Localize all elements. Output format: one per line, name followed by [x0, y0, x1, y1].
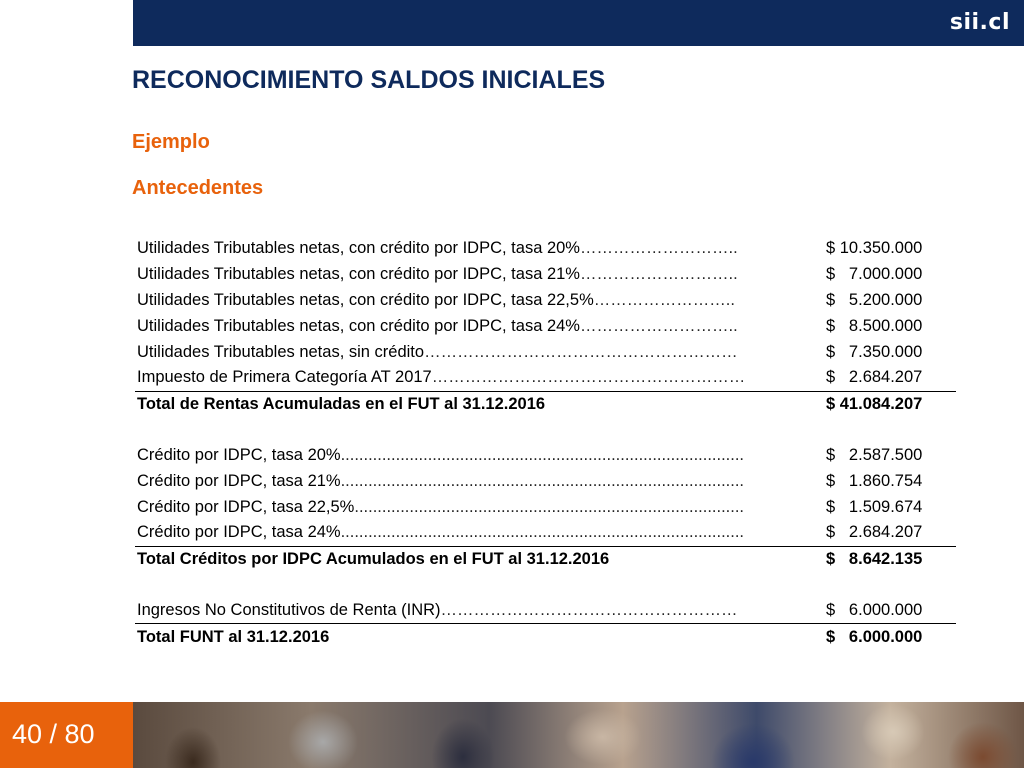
crowd-photo-banner: [133, 702, 1024, 768]
leader-dots: ………………………..: [579, 239, 738, 258]
table-row: [135, 468, 956, 494]
row-amount: $ 10.350.000: [826, 239, 923, 258]
row-amount: $ 2.684.207: [826, 368, 923, 387]
table-row: [135, 365, 956, 391]
row-amount: $ 2.587.500: [826, 445, 923, 464]
leader-dots: ………………………..: [579, 316, 738, 335]
header-bar: [133, 0, 1024, 46]
row-label: Utilidades Tributables netas, sin crédito…………………………………………………: [137, 342, 738, 361]
page-title: RECONOCIMIENTO SALDOS INICIALES: [132, 66, 606, 94]
sii-logo: sii.cl: [949, 10, 1010, 35]
balances-table: [135, 236, 956, 650]
total-row: [135, 391, 956, 417]
row-label: Impuesto de Primera Categoría AT 2017…………………………………………………: [137, 368, 746, 387]
table-row: [135, 443, 956, 469]
row-amount: $ 6.000.000: [826, 600, 923, 619]
row-amount: $ 8.642.135: [824, 546, 956, 572]
page-counter-box: [0, 702, 133, 768]
section-subtitle-antecedentes: Antecedentes: [132, 177, 264, 199]
page-number: 40 / 80: [12, 719, 95, 749]
table-row: [135, 262, 956, 288]
row-amount: $ 1.860.754: [826, 471, 923, 490]
leader-dots: ………………………………………………: [440, 600, 738, 619]
row-label: Total de Rentas Acumuladas en el FUT al 31.12.2016: [135, 391, 824, 417]
leader-dots: .....................................................................................: [354, 497, 745, 516]
row-label: Utilidades Tributables netas, con crédito por IDPC, tasa 21%………………………..: [137, 265, 738, 284]
row-label: Crédito por IDPC, tasa 20%........................................................................................: [137, 445, 745, 464]
leader-dots: ........................................................................................: [340, 471, 745, 490]
row-amount: $ 1.509.674: [826, 497, 923, 516]
row-amount: $ 7.000.000: [826, 265, 923, 284]
table-row: [135, 288, 956, 314]
row-amount: $ 8.500.000: [826, 316, 923, 335]
row-label: Ingresos No Constitutivos de Renta (INR)………………………………………………: [137, 600, 738, 619]
spacer-row: [135, 573, 956, 598]
leader-dots: ……………………..: [593, 290, 735, 309]
total-row: [135, 624, 956, 650]
leader-dots: ........................................................................................: [340, 445, 745, 464]
row-label: Crédito por IDPC, tasa 22,5%.....................................................................................: [137, 497, 745, 516]
leader-dots: ........................................................................................: [340, 523, 745, 542]
row-amount: $ 2.684.207: [826, 523, 923, 542]
row-amount: $ 5.200.000: [826, 290, 923, 309]
spacer-row: [135, 418, 956, 443]
leader-dots: …………………………………………………: [431, 368, 746, 387]
table-row: [135, 494, 956, 520]
row-amount: $ 7.350.000: [826, 342, 923, 361]
section-subtitle-ejemplo: Ejemplo: [132, 131, 210, 153]
table-row: [135, 339, 956, 365]
table-row: [135, 313, 956, 339]
table-row: [135, 598, 956, 624]
row-label: Utilidades Tributables netas, con crédito por IDPC, tasa 20%………………………..: [137, 239, 738, 258]
table-row: [135, 236, 956, 262]
row-label: Utilidades Tributables netas, con crédito por IDPC, tasa 22,5%……………………..: [137, 290, 735, 309]
leader-dots: ………………………..: [579, 265, 738, 284]
total-row: [135, 546, 956, 572]
row-amount: $ 6.000.000: [824, 624, 956, 650]
row-label: Total FUNT al 31.12.2016: [135, 624, 824, 650]
leader-dots: …………………………………………………: [424, 342, 738, 361]
row-label: Utilidades Tributables netas, con crédito por IDPC, tasa 24%………………………..: [137, 316, 738, 335]
row-label: Crédito por IDPC, tasa 21%........................................................................................: [137, 471, 745, 490]
table-row: [135, 520, 956, 546]
row-label: Crédito por IDPC, tasa 24%........................................................................................: [137, 523, 745, 542]
row-amount: $ 41.084.207: [824, 391, 956, 417]
row-label: Total Créditos por IDPC Acumulados en el FUT al 31.12.2016: [135, 546, 824, 572]
